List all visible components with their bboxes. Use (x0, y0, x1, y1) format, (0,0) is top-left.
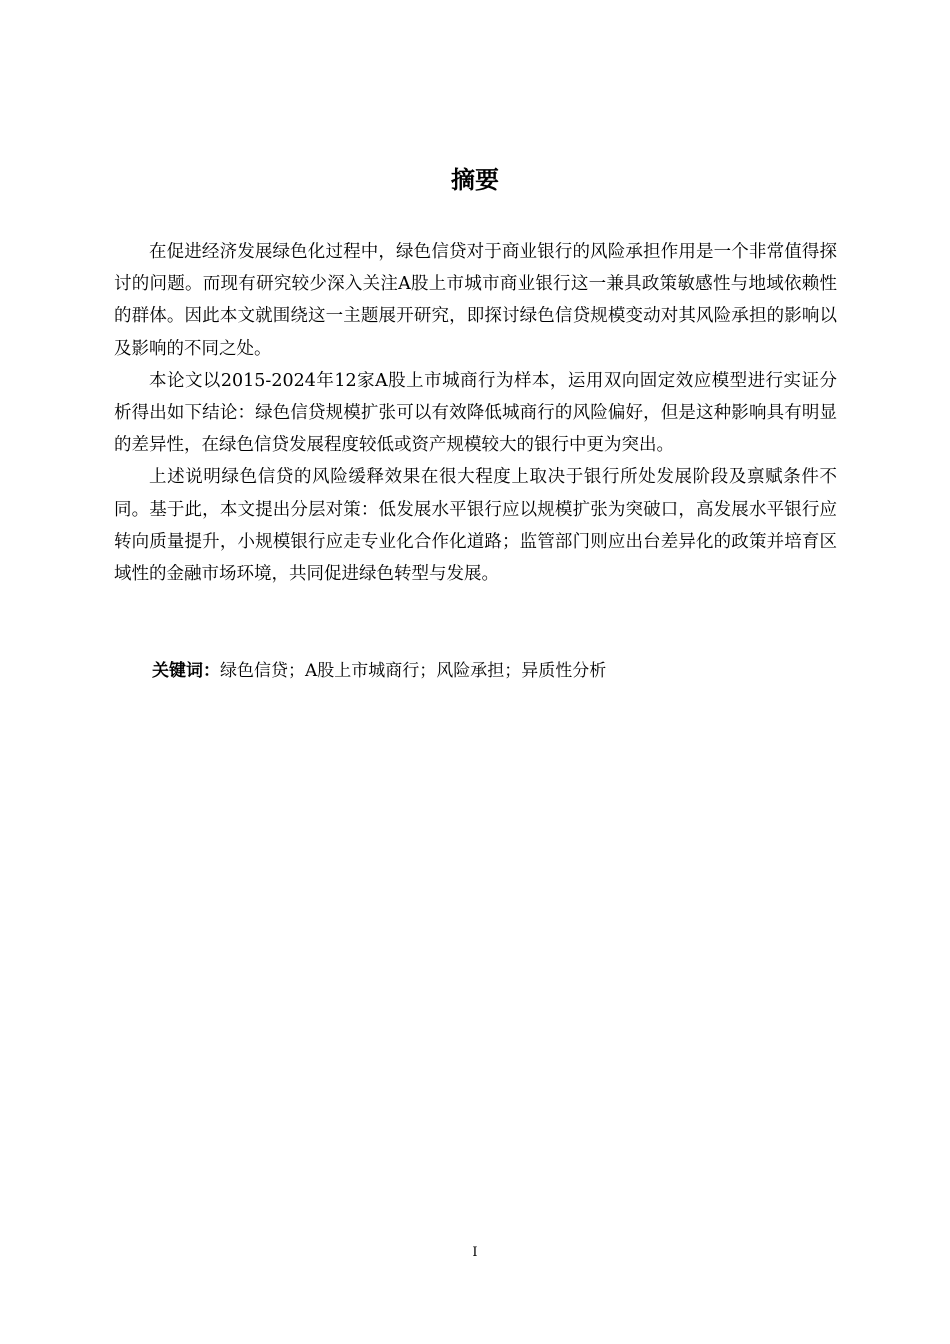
keywords-label: 关键词： (152, 661, 220, 681)
abstract-paragraph-3: 上述说明绿色信贷的风险缓释效果在很大程度上取决于银行所处发展阶段及禀赋条件不同。基于此，本文提出分层对策：低发展水平银行应以规模扩张为突破口，高发展水平银行应转向质量提升，小规模银行应走专业化合作化道路；监管部门则应出台差异化的政策并培育区域性的金融市场环境，共同促进绿色转型与发展。 (114, 467, 837, 585)
abstract-paragraph-2: 本论文以2015-2024年12家A股上市城商行为样本，运用双向固定效应模型进行实证分析得出如下结论：绿色信贷规模扩张可以有效降低城商行的风险偏好，但是这种影响具有明显的差异性，在绿色信贷发展程度较低或资产规模较大的银行中更为突出。 (114, 370, 837, 456)
keywords-line (152, 656, 606, 686)
keywords-value: 绿色信贷；A股上市城商行；风险承担；异质性分析 (220, 661, 607, 681)
page-number: I (472, 1245, 478, 1260)
abstract-title: 摘要 (451, 166, 499, 194)
abstract-body (114, 236, 837, 590)
abstract-paragraph-1: 在促进经济发展绿色化过程中，绿色信贷对于商业银行的风险承担作用是一个非常值得探讨的问题。而现有研究较少深入关注A股上市城市商业银行这一兼具政策敏感性与地域依赖性的群体。因此本文就围绕这一主题展开研究，即探讨绿色信贷规模变动对其风险承担的影响以及影响的不同之处。 (114, 242, 837, 359)
